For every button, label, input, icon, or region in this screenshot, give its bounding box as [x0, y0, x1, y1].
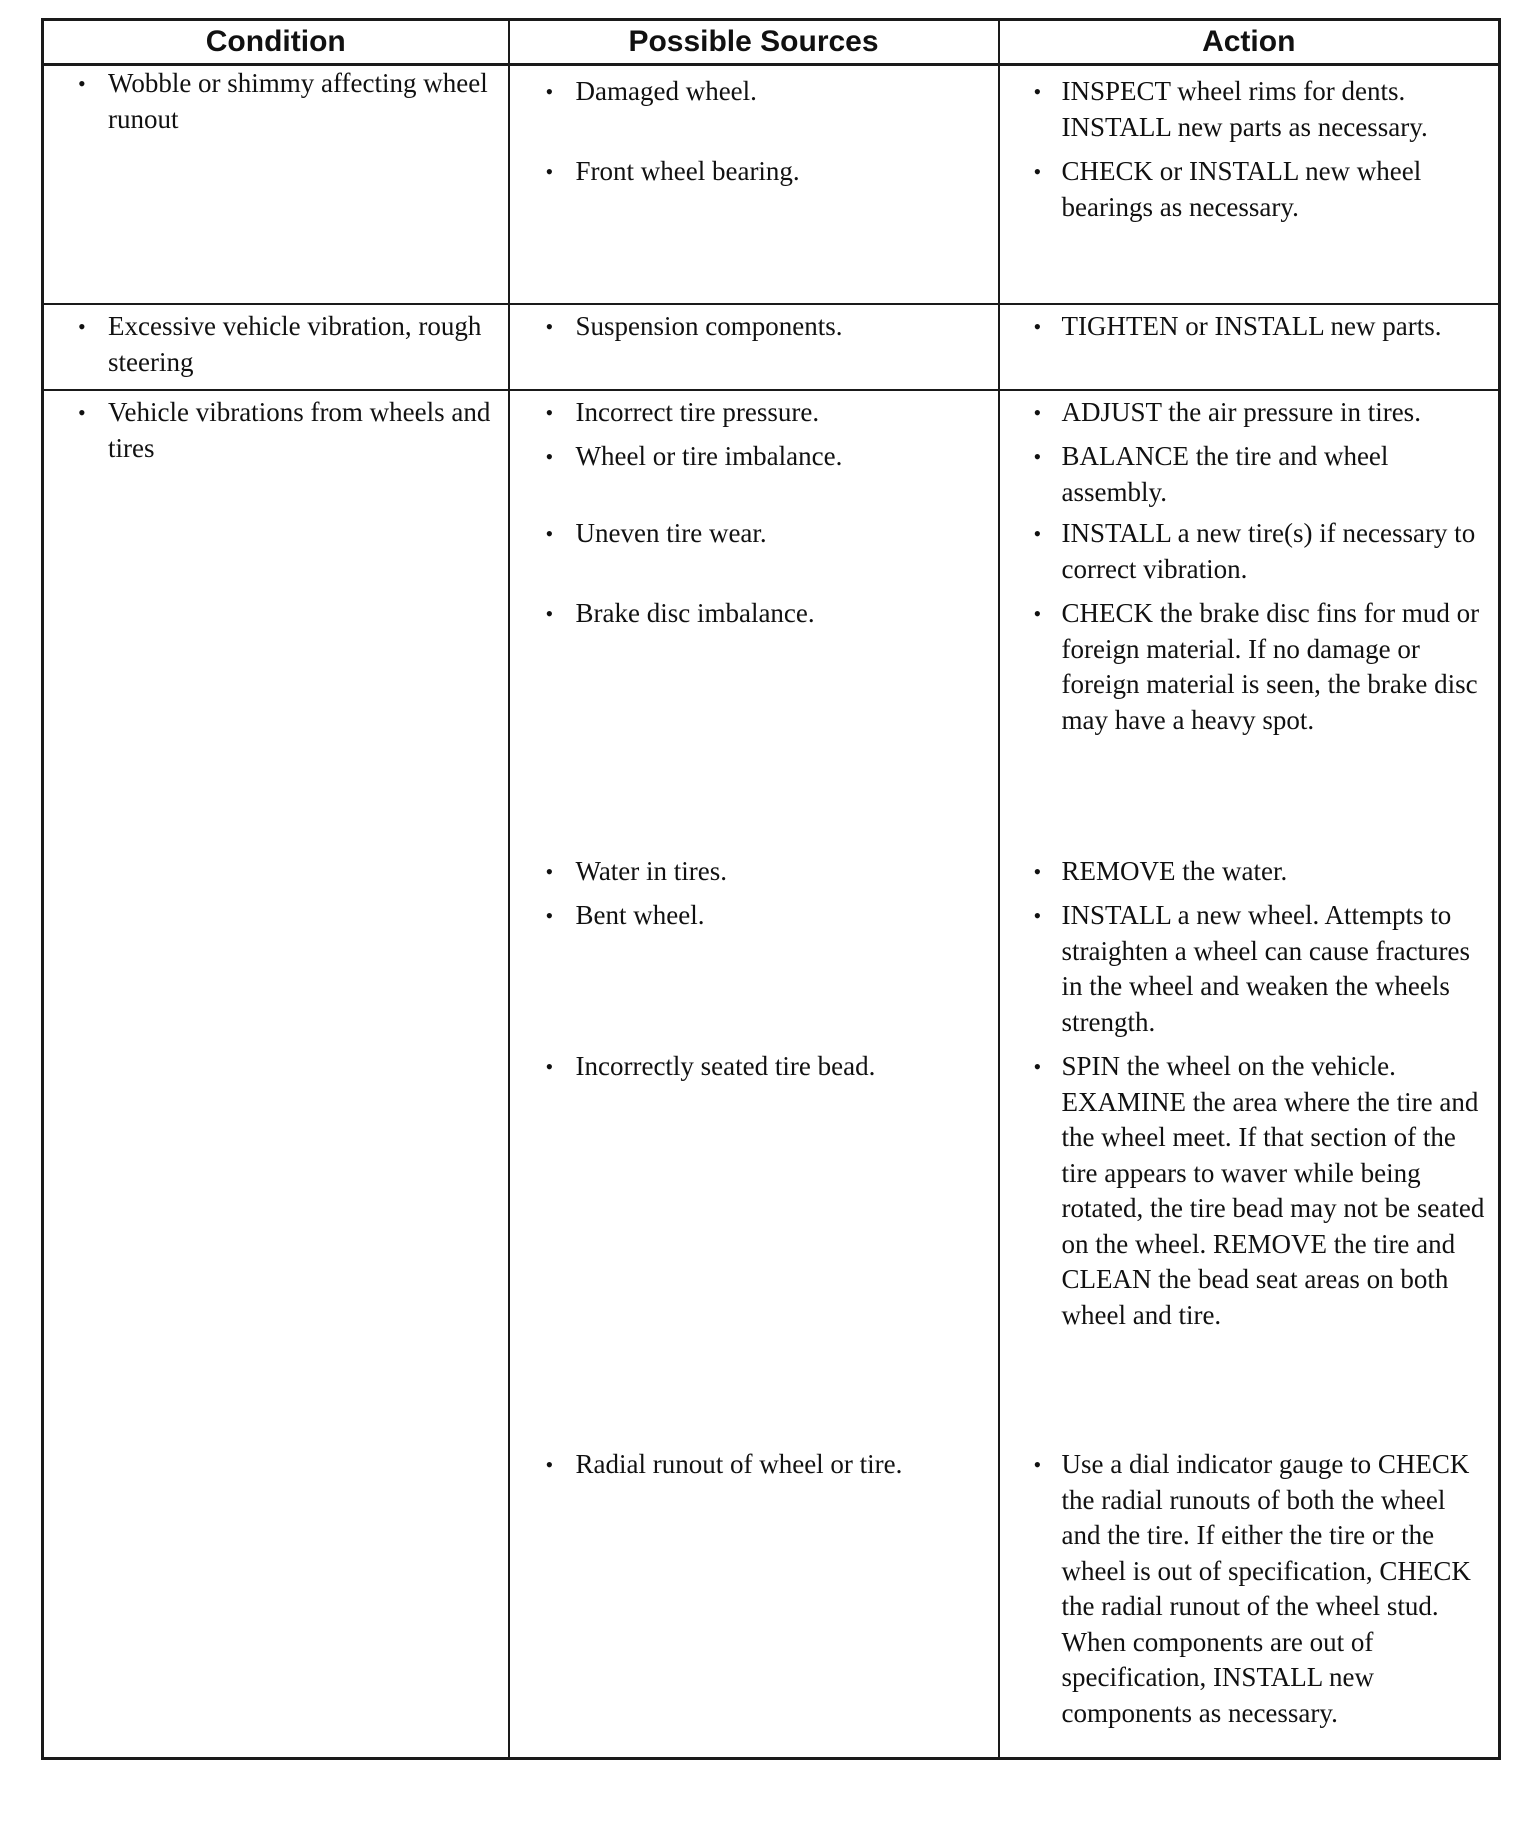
source-item [510, 516, 998, 552]
action-cell [999, 596, 1500, 854]
bullet: • [1033, 859, 1042, 884]
action-cell [999, 65, 1500, 155]
bullet: • [1033, 903, 1042, 928]
header-possible-sources: Possible Sources [509, 20, 999, 65]
header-row [43, 20, 1500, 65]
source-text: Incorrect tire pressure. [575, 397, 820, 427]
source-item [510, 596, 998, 632]
action-item [1000, 1049, 1499, 1333]
action-text: BALANCE the tire and wheel assembly. [1061, 441, 1389, 507]
source-item [510, 1049, 998, 1085]
action-cell [999, 390, 1500, 439]
action-text: TIGHTEN or INSTALL new parts. [1061, 311, 1442, 341]
bullet: • [1033, 521, 1042, 546]
action-text: CHECK or INSTALL new wheel bearings as necessary. [1061, 156, 1422, 222]
bullet: • [78, 400, 86, 425]
source-text: Suspension components. [575, 311, 843, 341]
bullet: • [545, 444, 554, 469]
action-cell [999, 1049, 1500, 1447]
action-cell [999, 854, 1500, 898]
source-item [510, 1447, 998, 1483]
bullet: • [545, 859, 554, 884]
action-item [1000, 596, 1499, 738]
condition-item [44, 309, 508, 380]
action-cell [999, 304, 1500, 390]
action-text: ADJUST the air pressure in tires. [1061, 397, 1421, 427]
condition-cell [43, 390, 509, 1759]
bullet: • [545, 79, 554, 104]
header-action: Action [999, 20, 1500, 65]
action-cell [999, 439, 1500, 516]
condition-item [44, 395, 508, 466]
bullet: • [545, 314, 554, 339]
source-item [510, 854, 998, 890]
condition-text: Vehicle vibrations from wheels and tires [108, 397, 491, 463]
source-item [510, 439, 998, 475]
bullet: • [545, 400, 554, 425]
bullet: • [1033, 79, 1042, 104]
bullet: • [78, 71, 86, 96]
action-cell [999, 1447, 1500, 1759]
source-text: Radial runout of wheel or tire. [575, 1449, 903, 1479]
bullet: • [78, 314, 86, 339]
condition-text: Wobble or shimmy affecting wheel runout [108, 68, 488, 134]
action-text: INSPECT wheel rims for dents. INSTALL new parts as necessary. [1061, 76, 1428, 142]
source-text: Water in tires. [575, 856, 728, 886]
bullet: • [1033, 1452, 1042, 1477]
source-text: Wheel or tire imbalance. [575, 441, 843, 471]
diagnosis-table [41, 18, 1501, 1760]
action-text: Use a dial indicator gauge to CHECK the radial runouts of both the wheel and the tire. If either the tire or the wheel is out of specification, CHECK the radial runout of the wheel stud. When components are out of specification, INSTALL new components as necessary. [1061, 1449, 1471, 1728]
action-text: REMOVE the water. [1061, 856, 1288, 886]
source-cell [509, 154, 999, 304]
bullet: • [545, 903, 554, 928]
source-text: Damaged wheel. [575, 76, 757, 106]
action-item [1000, 1447, 1499, 1731]
bullet: • [1033, 159, 1042, 184]
source-cell [509, 390, 999, 439]
bullet: • [1033, 400, 1042, 425]
action-item [1000, 898, 1499, 1040]
source-cell [509, 304, 999, 390]
action-item [1000, 439, 1499, 510]
action-cell [999, 516, 1500, 596]
bullet: • [545, 1452, 554, 1477]
source-text: Incorrectly seated tire bead. [575, 1051, 876, 1081]
action-text: SPIN the wheel on the vehicle. EXAMINE the area where the tire and the wheel meet. If that section of the tire appears to waver while being rotated, the tire bead may not be seated on the wheel. REMOVE the tire and CLEAN the bead seat areas on both wheel and tire. [1061, 1051, 1485, 1330]
source-text: Front wheel bearing. [575, 156, 800, 186]
action-text: INSTALL a new wheel. Attempts to straighten a wheel can cause fractures in the wheel and weaken the wheels strength. [1061, 900, 1471, 1037]
bullet: • [545, 1054, 554, 1079]
source-cell [509, 65, 999, 155]
source-cell [509, 1049, 999, 1447]
bullet: • [1033, 601, 1042, 626]
action-item [1000, 854, 1499, 890]
action-item [1000, 154, 1499, 225]
action-item [1000, 516, 1499, 587]
action-item [1000, 74, 1499, 145]
bullet: • [545, 159, 554, 184]
source-item [510, 74, 998, 110]
source-text: Brake disc imbalance. [575, 598, 815, 628]
bullet: • [545, 601, 554, 626]
table-row [43, 65, 1500, 155]
action-text: INSTALL a new tire(s) if necessary to correct vibration. [1061, 518, 1476, 584]
source-cell [509, 516, 999, 596]
table-row [43, 390, 1500, 439]
bullet: • [545, 521, 554, 546]
source-cell [509, 1447, 999, 1759]
action-item [1000, 309, 1499, 345]
source-item [510, 309, 998, 345]
source-item [510, 154, 998, 190]
source-text: Uneven tire wear. [575, 518, 767, 548]
header-condition: Condition [43, 20, 509, 65]
condition-cell [43, 304, 509, 390]
condition-text: Excessive vehicle vibration, rough steering [108, 311, 482, 377]
action-text: CHECK the brake disc fins for mud or foreign material. If no damage or foreign material is seen, the brake disc may have a heavy spot. [1061, 598, 1480, 735]
source-cell [509, 898, 999, 1049]
action-cell [999, 898, 1500, 1049]
source-cell [509, 596, 999, 854]
condition-item [44, 66, 508, 137]
action-item [1000, 395, 1499, 431]
source-text: Bent wheel. [575, 900, 705, 930]
bullet: • [1033, 1054, 1042, 1079]
bullet: • [1033, 314, 1042, 339]
source-cell [509, 439, 999, 516]
table-row [43, 304, 1500, 390]
source-item [510, 898, 998, 934]
bullet: • [1033, 444, 1042, 469]
action-cell [999, 154, 1500, 304]
source-cell [509, 854, 999, 898]
source-item [510, 395, 998, 431]
condition-cell [43, 65, 509, 305]
